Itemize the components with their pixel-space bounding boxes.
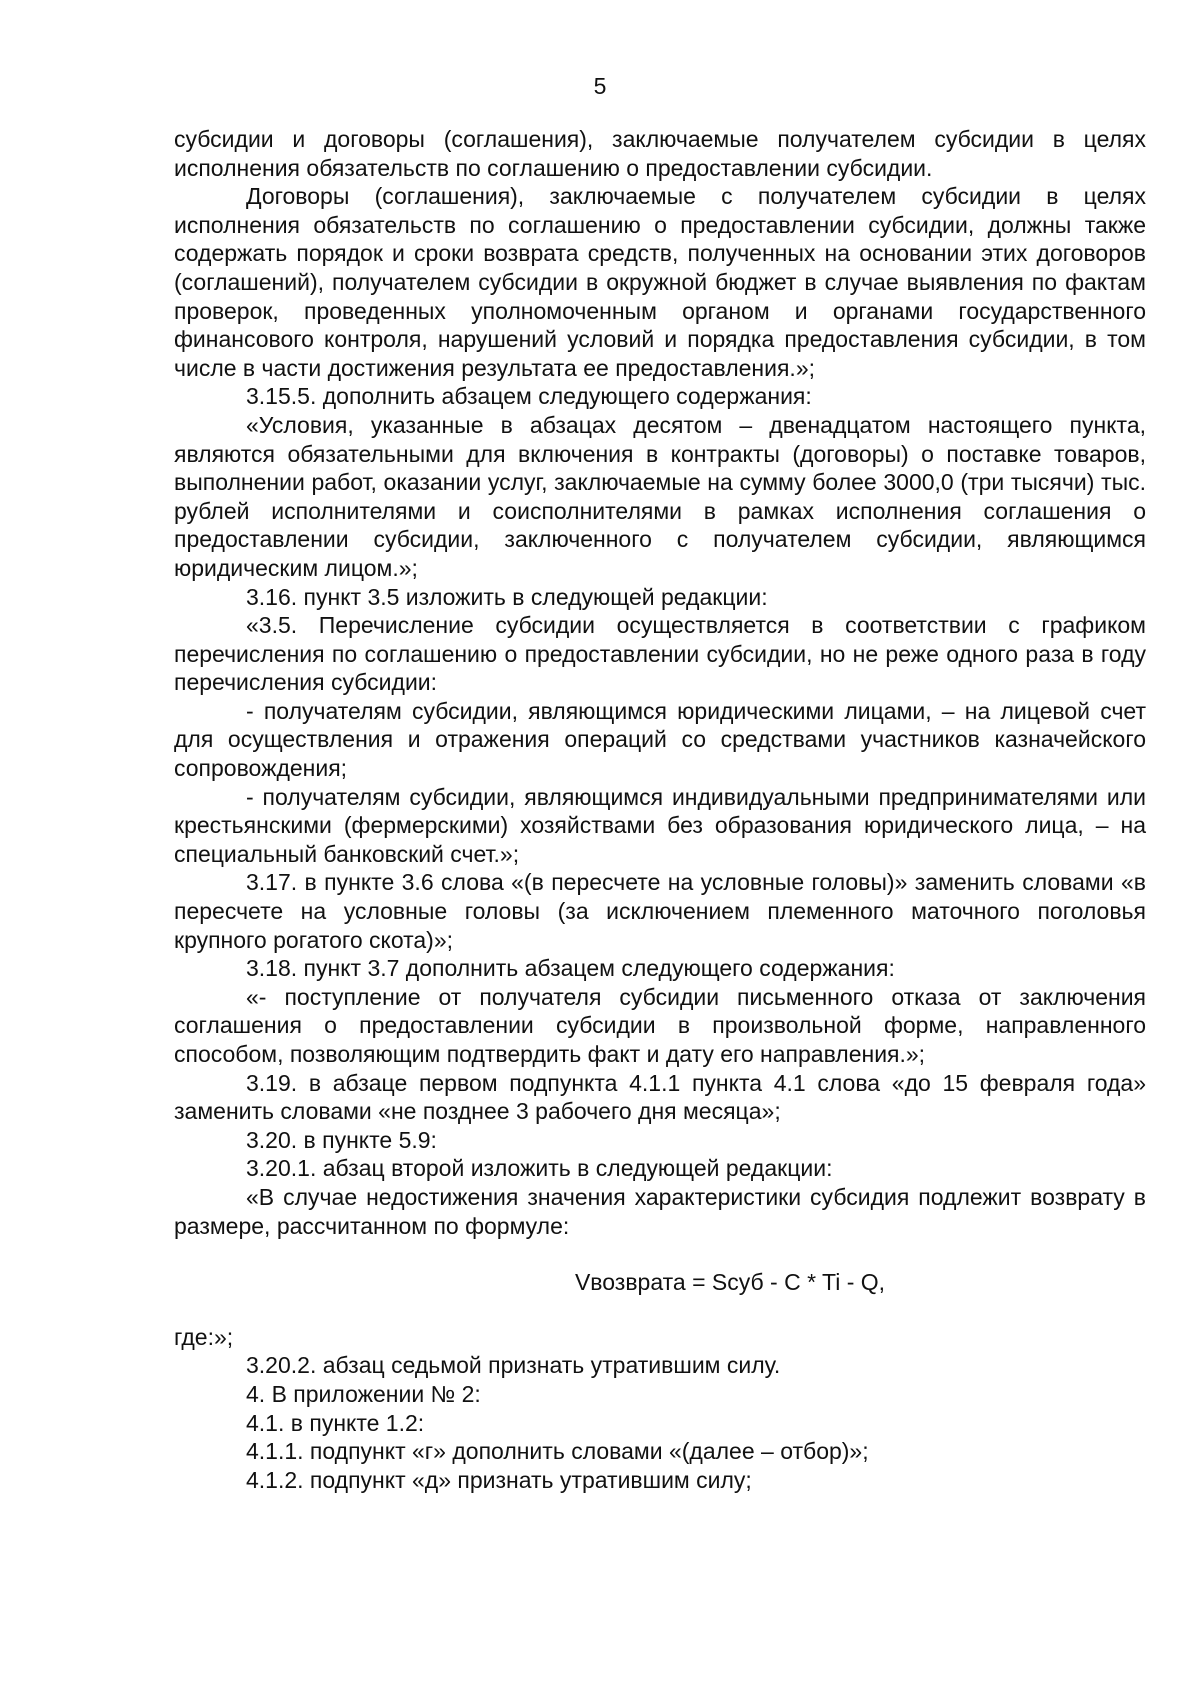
- paragraph: где:»;: [174, 1323, 234, 1350]
- paragraph: 3.20. в пункте 5.9:: [246, 1126, 437, 1153]
- paragraph: - получателям субсидии, являющимся юридическими лицами, – на лицевой счет для осуществления и отражения операций со средствами участников казначейского сопровождения;: [174, 697, 1146, 782]
- paragraph: «Условия, указанные в абзацах десятом – двенадцатом настоящего пункта, являются обязательными для включения в контракты (договоры) о поставке товаров, выполнении работ, оказании услуг, заключаемые на сумму более 3000,0 (три тысячи) тыс. рублей исполнителями и соисполнителями в рамках исполнения соглашения о предоставлении субсидии, заключенного с получателем субсидии, являющимся юридическим лицом.»;: [174, 411, 1146, 581]
- paragraph: 4.1.2. подпункт «д» признать утратившим силу;: [246, 1466, 752, 1493]
- paragraph: Договоры (соглашения), заключаемые с получателем субсидии в целях исполнения обязательств по соглашению о предоставлении субсидии, должны также содержать порядок и сроки возврата средств, полученных на основании этих договоров (соглашений), получателем субсидии в окружной бюджет в случае выявления по фактам проверок, проведенных уполномоченным органом и органами государственного финансового контроля, нарушений условий и порядка предоставления субсидии, в том числе в части достижения результата ее предоставления.»;: [174, 183, 1146, 381]
- paragraph: 3.18. пункт 3.7 дополнить абзацем следующего содержания:: [246, 955, 895, 982]
- paragraph: 3.20.2. абзац седьмой признать утратившим силу.: [246, 1352, 781, 1379]
- paragraph: 3.15.5. дополнить абзацем следующего содержания:: [246, 383, 812, 410]
- paragraph: 4.1.1. подпункт «г» дополнить словами «(далее – отбор)»;: [246, 1438, 869, 1465]
- page-number: 5: [593, 73, 607, 99]
- paragraph: 4. В приложении № 2:: [246, 1380, 481, 1407]
- paragraph: 3.17. в пункте 3.6 слова «(в пересчете на условные головы)» заменить словами «в пересчете на условные головы (за исключением племенного маточного поголовья крупного рогатого скота)»;: [174, 869, 1146, 953]
- paragraph: 3.19. в абзаце первом подпункта 4.1.1 пункта 4.1 слова «до 15 февраля года» заменить словами «не позднее 3 рабочего дня месяца»;: [174, 1069, 1146, 1125]
- paragraph: - получателям субсидии, являющимся индивидуальными предпринимателями или крестьянскими (фермерскими) хозяйствами без образования юридического лица, – на специальный банковский счет.»;: [174, 783, 1146, 867]
- paragraph: «В случае недостижения значения характеристики субсидия подлежит возврату в размере, рассчитанном по формуле:: [174, 1183, 1146, 1239]
- document-body: [174, 125, 1146, 1494]
- paragraph: 3.16. пункт 3.5 изложить в следующей редакции:: [246, 583, 768, 610]
- paragraph: 3.20.1. абзац второй изложить в следующей редакции:: [246, 1155, 833, 1182]
- formula: Vвозврата = Sсуб - C * Ti - Q,: [574, 1269, 886, 1296]
- paragraph: 4.1. в пункте 1.2:: [246, 1409, 425, 1436]
- paragraph: «- поступление от получателя субсидии письменного отказа от заключения соглашения о предоставлении субсидии в произвольной форме, направленного способом, позволяющим подтвердить факт и дату его направления.»;: [174, 983, 1146, 1067]
- paragraph: субсидии и договоры (соглашения), заключаемые получателем субсидии в целях исполнения обязательств по соглашению о предоставлении субсидии.: [174, 126, 1146, 181]
- paragraph: «3.5. Перечисление субсидии осуществляется в соответствии с графиком перечисления по соглашению о предоставлении субсидии, но не реже одного раза в году перечисления субсидии:: [174, 612, 1146, 696]
